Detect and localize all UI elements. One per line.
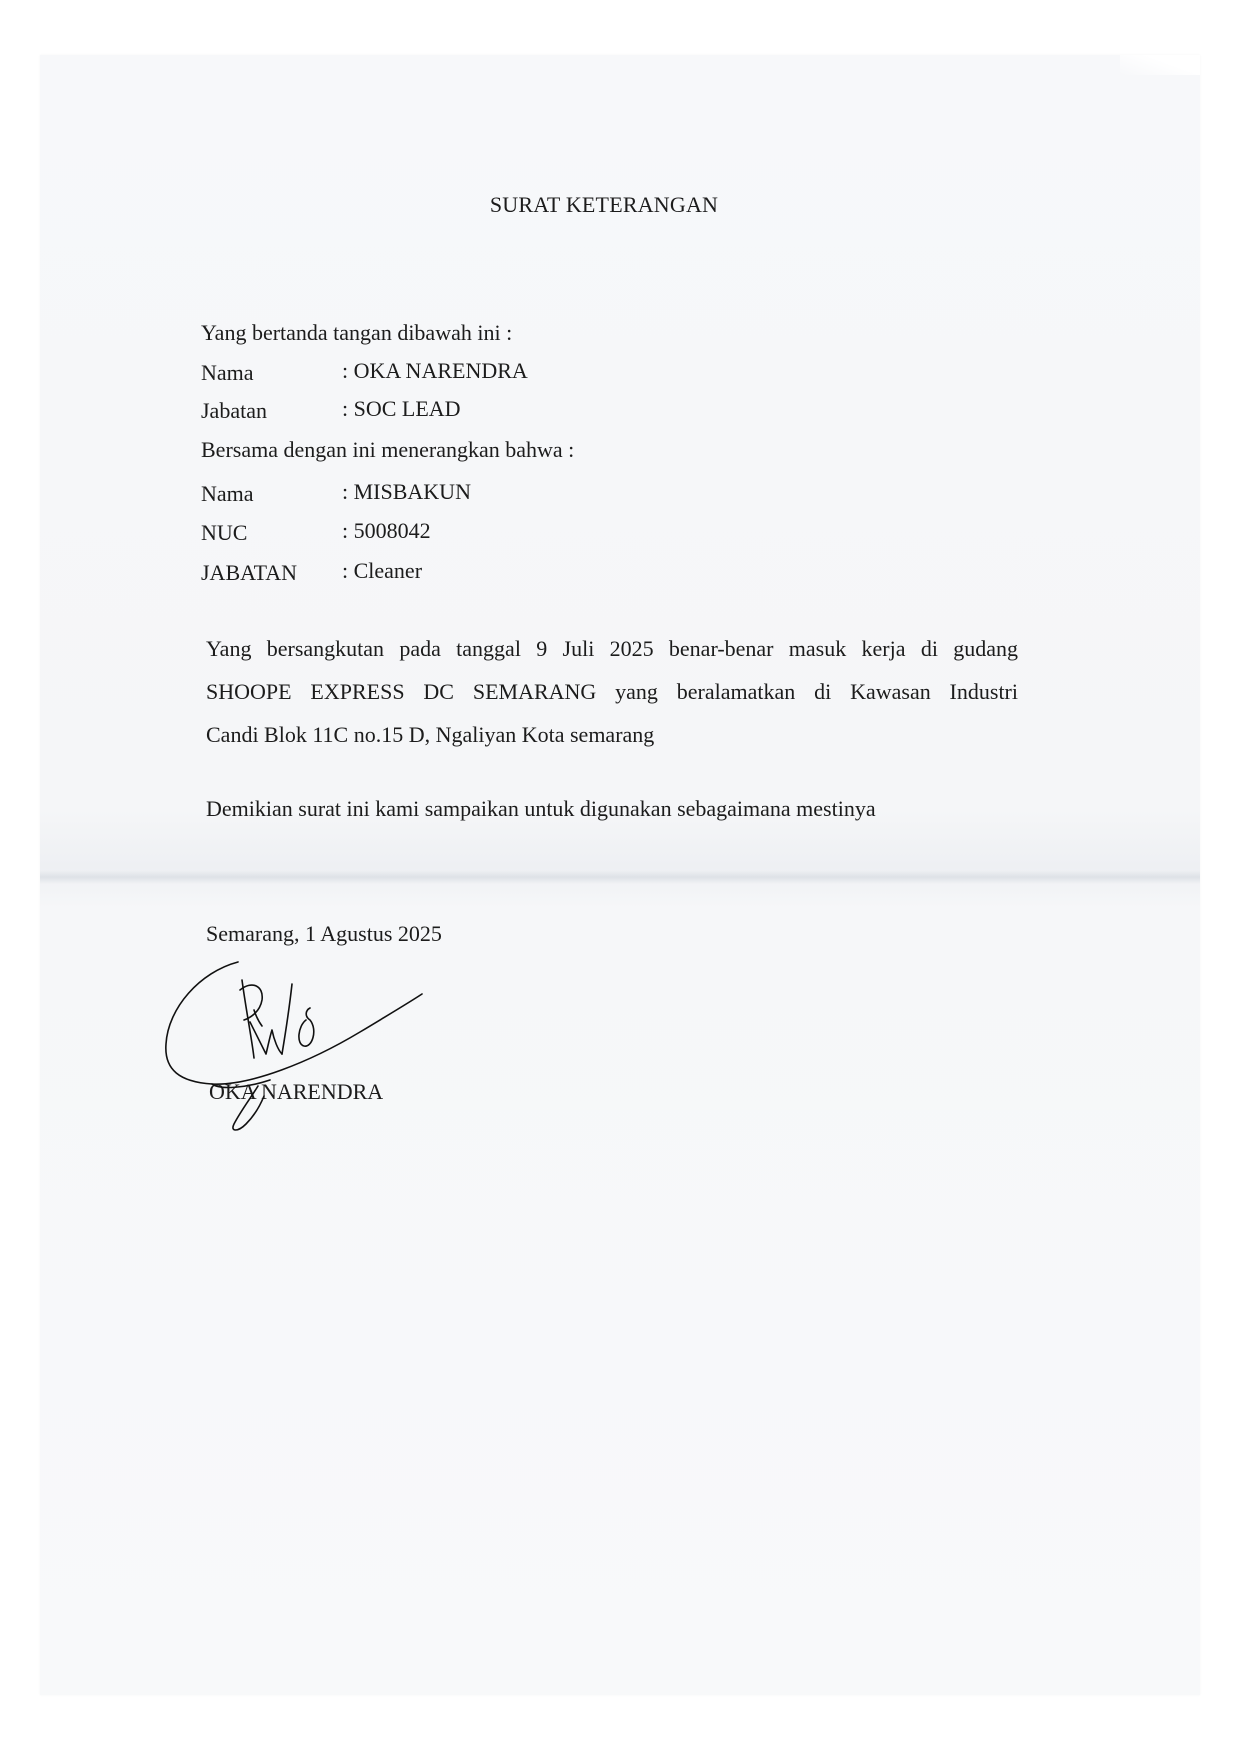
subject-name-label: Nama <box>201 481 254 506</box>
signer-printed-name: OKA NARENDRA <box>209 1079 384 1104</box>
intro-text: Yang bertanda tangan dibawah ini : <box>201 320 513 345</box>
subject-position-value: : Cleaner <box>342 558 423 583</box>
paper-fold-crease <box>40 870 1200 884</box>
body-line: Yang bersangkutan pada tanggal 9 Juli 2025 benar-benar masuk kerja di gudang <box>206 636 1018 661</box>
body-line: SHOOPE EXPRESS DC SEMARANG yang beralamatkan di Kawasan Industri <box>206 679 1018 704</box>
subject-position-label: JABATAN <box>201 560 298 585</box>
subject-nuc-label: NUC <box>201 520 248 545</box>
closing-text: Demikian surat ini kami sampaikan untuk digunakan sebagaimana mestinya <box>206 796 876 821</box>
paper-corner <box>1120 55 1200 75</box>
signer-position-value: : SOC LEAD <box>342 396 461 421</box>
subject-nuc-value: : 5008042 <box>342 518 431 543</box>
signer-name-value: : OKA NARENDRA <box>342 358 528 383</box>
subject-name-value: : MISBAKUN <box>342 479 471 504</box>
signer-position-label: Jabatan <box>201 398 267 423</box>
signature-icon <box>160 950 430 1150</box>
body-paragraph <box>206 627 1018 756</box>
statement-text: Bersama dengan ini menerangkan bahwa : <box>201 437 575 462</box>
signer-name-label: Nama <box>201 360 254 385</box>
place-date: Semarang, 1 Agustus 2025 <box>206 921 442 946</box>
document-title: SURAT KETERANGAN <box>489 192 719 217</box>
body-line: Candi Blok 11C no.15 D, Ngaliyan Kota semarang <box>206 722 655 747</box>
